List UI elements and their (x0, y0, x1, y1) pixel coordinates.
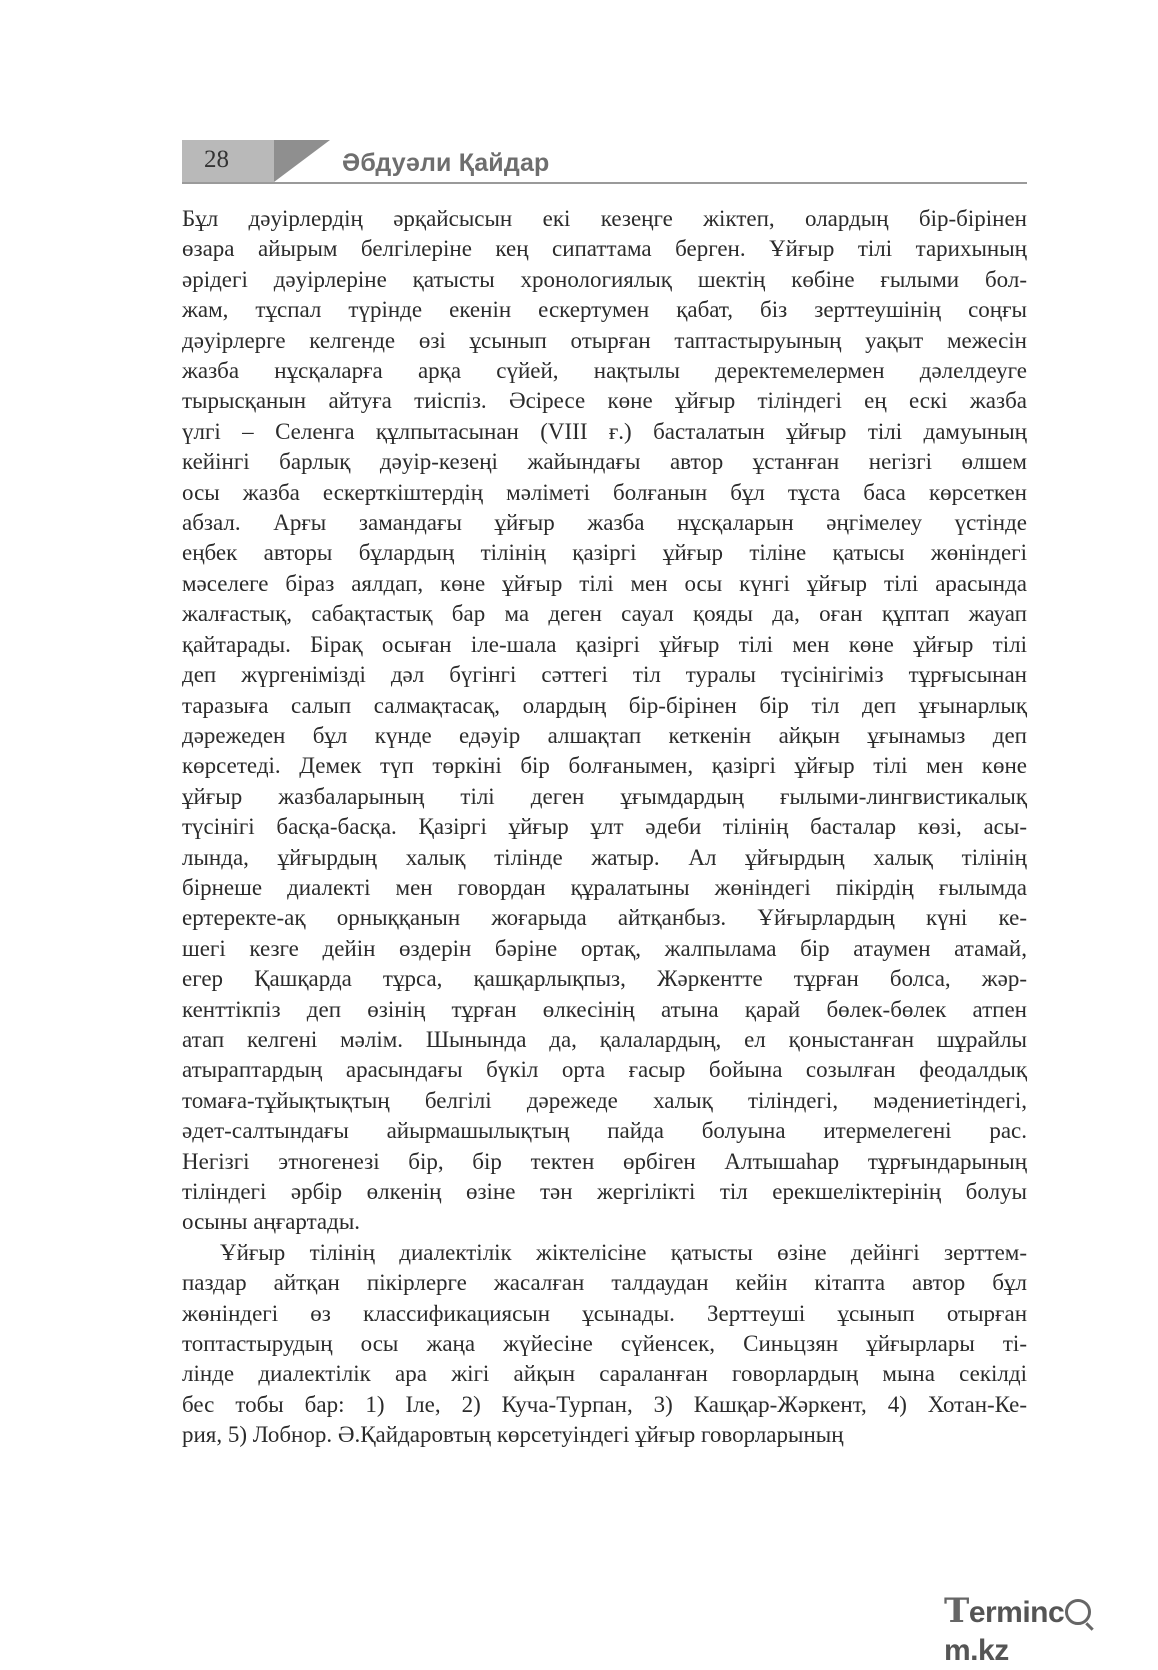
text-line: рия, 5) Лобнор. Ә.Қайдаровтың көрсетуіндегі ұйғыр говорларының (182, 1422, 844, 1448)
text-line: осыны аңғартады. (182, 1209, 361, 1235)
magnifier-icon (1065, 1599, 1091, 1625)
text-line: шегі кезге дейін өздерін бәріне ортақ, жалпылама бір атаумен атамай, (182, 935, 1027, 961)
watermark-text-2: c (1048, 1596, 1065, 1629)
text-line: Бұл дәуірлердің әрқайсысын екі кезеңге жіктеп, олардың бір-бірінен (182, 206, 1027, 231)
text-line: паздар айтқан пікірлерге жасалған талдаудан кейін кітапта автор бұл (182, 1270, 1027, 1296)
watermark-text-3: m.kz (944, 1634, 1009, 1667)
header-arrow-decoration (274, 140, 330, 182)
text-line: томаға-тұйықтықтың белгілі дәрежеде халық тіліндегі, мәдениетіндегі, (182, 1087, 1027, 1113)
page-header (182, 140, 1027, 186)
text-line: лында, ұйғырдың халық тілінде жатыр. Ал ұйғырдың халық тілінің (182, 844, 1027, 870)
text-line: таразыға салып салмақтасақ, олардың бір-бірінен бір тіл деп ұғынарлық (182, 692, 1027, 718)
text-line: деп жүргенімізді дәл бүгінгі сәттегі тіл туралы түсінігіміз тұрғысынан (182, 662, 1027, 688)
text-line: ертеректе-ақ орныққанын жоғарыда айтқанбыз. Ұйғырлардың күні ке- (182, 905, 1027, 931)
text-line: үлгі – Селенга құлпытасынан (VIII ғ.) басталатын ұйғыр тілі дамуының (182, 418, 1027, 444)
text-line: осы жазба ескерткіштердің мәліметі болғанын бұл тұста баса көрсеткен (182, 479, 1027, 505)
header-divider (182, 182, 1027, 184)
watermark-text-1: ermin (968, 1596, 1049, 1629)
text-line: өзара айырым белгілеріне кең сипаттама берген. Ұйғыр тілі тарихының (182, 236, 1027, 262)
page-number-tab (182, 140, 274, 182)
text-line: түсінігі басқа-басқа. Қазіргі ұйғыр ұлт әдеби тілінің басталар көзі, асы- (182, 814, 1027, 840)
text-line: ұйғыр жазбаларының тілі деген ұғымдардың ғылыми-лингвистикалық (182, 783, 1027, 809)
text-line: дәуірлерге келгенде өзі ұсынып отырған таптастыруының уақыт межесін (182, 327, 1027, 353)
body-text (182, 204, 1027, 1451)
text-line: дәрежеден бұл күнде едәуір алшақтап кеткенін айқын ұғынамыз деп (182, 722, 1027, 748)
text-line: қайтарады. Бірақ осыған іле-шала қазіргі ұйғыр тілі мен көне ұйғыр тілі (182, 631, 1027, 657)
text-line: көрсетеді. Демек түп төркіні бір болғанымен, қазіргі ұйғыр тілі мен көне (182, 753, 1027, 779)
text-line: әдет-салтындағы айырмашылықтың пайда болуына итермелегені рас. (182, 1118, 1027, 1144)
text-line: жөніндегі өз классификациясын ұсынады. Зерттеуші ұсынып отырған (182, 1300, 1027, 1326)
text-line: Ұйғыр тілінің диалектілік жіктелісіне қатысты өзіне дейінгі зерттем- (220, 1239, 1027, 1265)
text-line: жазба нұсқаларға арқа сүйей, нақтылы деректемелермен дәлелдеуге (182, 358, 1027, 384)
text-line: жам, тұспал түрінде екенін ескертумен қабат, біз зерттеушінің соңғы (182, 297, 1027, 323)
text-line: бес тобы бар: 1) Іле, 2) Куча-Турпан, 3) Кашқар-Жәркент, 4) Хотан-Ке- (182, 1391, 1027, 1417)
text-line: тырысқанын айтуға тиіспіз. Әсіресе көне ұйғыр тіліндегі ең ескі жазба (182, 388, 1027, 414)
text-line: әрідегі дәуірлеріне қатысты хронологиялық шектің көбіне ғылыми бол- (182, 266, 1027, 292)
text-line: еңбек авторы бұлардың тілінің қазіргі ұйғыр тіліне қатысы жөніндегі (182, 540, 1027, 566)
text-line: тіліндегі әрбір өлкенің өзіне тән жергілікті тіл ерекшеліктерінің болуы (182, 1179, 1027, 1204)
text-line: жалғастық, сабақтастық бар ма деген сауал қояды да, оған құптап жауап (182, 601, 1027, 627)
watermark-t-letter: T (944, 1591, 969, 1631)
text-line: кенттікпіз деп өзінің тұрған өлкесінің атына қарай бөлек-бөлек атпен (182, 996, 1027, 1022)
text-line: кейінгі барлық дәуір-кезеңі жайындағы автор ұстанған негізгі өлшем (182, 449, 1027, 475)
text-line: лінде диалектілік ара жігі айқын сараланған говорлардың мына секілді (182, 1361, 1027, 1387)
text-line: Негізгі этногенезі бір, бір тектен өрбіген Алтышаһар тұрғындарының (182, 1148, 1027, 1174)
text-line: мәселеге біраз аялдап, көне ұйғыр тілі мен осы күнгі ұйғыр тілі арасында (182, 570, 1027, 596)
terminkom-watermark-logo (944, 1591, 1149, 1667)
text-line: абзал. Арғы замандағы ұйғыр жазба нұсқаларын әңгімелеу үстінде (182, 510, 1027, 536)
text-line: егер Қашқарда тұрса, қашқарлықпыз, Жәркентте тұрған болса, жәр- (182, 966, 1027, 992)
page-number: 28 (204, 146, 229, 173)
text-line: топтастырудың осы жаңа жүйесіне сүйенсек, Синьцзян ұйғырлары ті- (182, 1331, 1027, 1357)
text-line: атырaптардың арасындағы бүкіл орта ғасыр бойына созылған феодалдық (182, 1057, 1027, 1083)
text-line: бірнеше диалекті мен говордан құралатыны жөніндегі пікірдің ғылымда (182, 874, 1027, 900)
text-line: атап келгені мәлім. Шынында да, қалалардың, ел қоныстанған шұрайлы (182, 1026, 1027, 1052)
running-title: Әбдуәли Қайдар (342, 149, 550, 177)
